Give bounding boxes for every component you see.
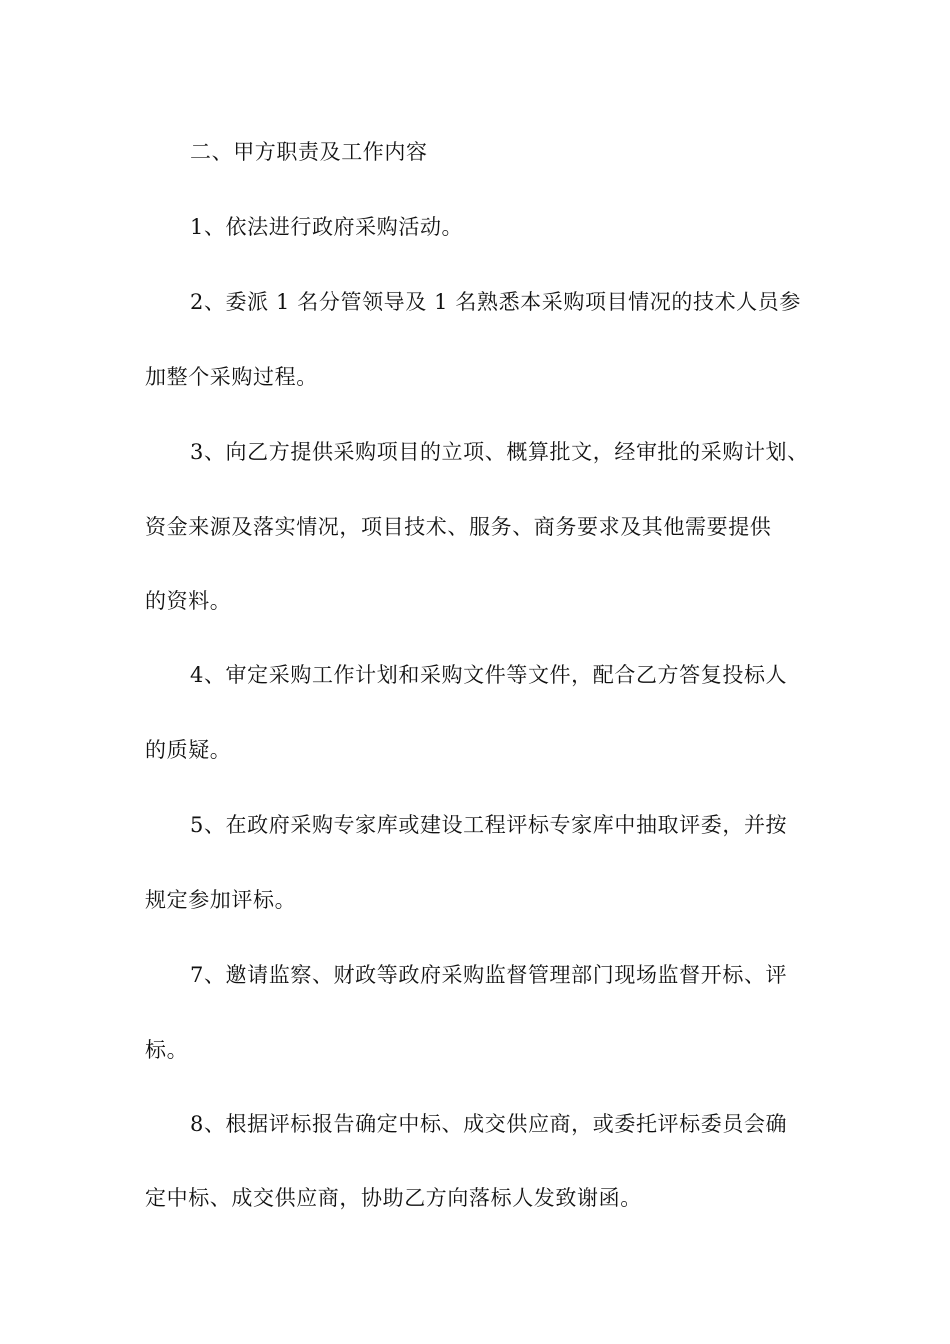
- paragraph-line: 4、审定采购工作计划和采购文件等文件，配合乙方答复投标人: [190, 663, 788, 687]
- paragraph-line: 资金来源及落实情况，项目技术、服务、商务要求及其他需要提供: [145, 515, 772, 539]
- paragraph-line: 的质疑。: [145, 738, 232, 762]
- paragraph-line: 加整个采购过程。: [145, 365, 318, 389]
- paragraph-line: 2、委派 1 名分管领导及 1 名熟悉本采购项目情况的技术人员参: [190, 290, 801, 314]
- paragraph-line: 3、向乙方提供采购项目的立项、概算批文，经审批的采购计划、: [190, 440, 809, 464]
- paragraph-line: 的资料。: [145, 589, 232, 613]
- paragraph-line: 5、在政府采购专家库或建设工程评标专家库中抽取评委，并按: [190, 813, 788, 837]
- paragraph-line: 1、依法进行政府采购活动。: [190, 215, 464, 239]
- paragraph-line: 标。: [145, 1038, 189, 1062]
- paragraph-line: 定中标、成交供应商，协助乙方向落标人发致谢函。: [145, 1186, 642, 1210]
- paragraph-line: 8、根据评标报告确定中标、成交供应商，或委托评标委员会确: [190, 1112, 788, 1136]
- paragraph-line: 7、邀请监察、财政等政府采购监督管理部门现场监督开标、评: [190, 963, 788, 987]
- section-heading: 二、甲方职责及工作内容: [190, 140, 428, 164]
- paragraph-line: 规定参加评标。: [145, 888, 297, 912]
